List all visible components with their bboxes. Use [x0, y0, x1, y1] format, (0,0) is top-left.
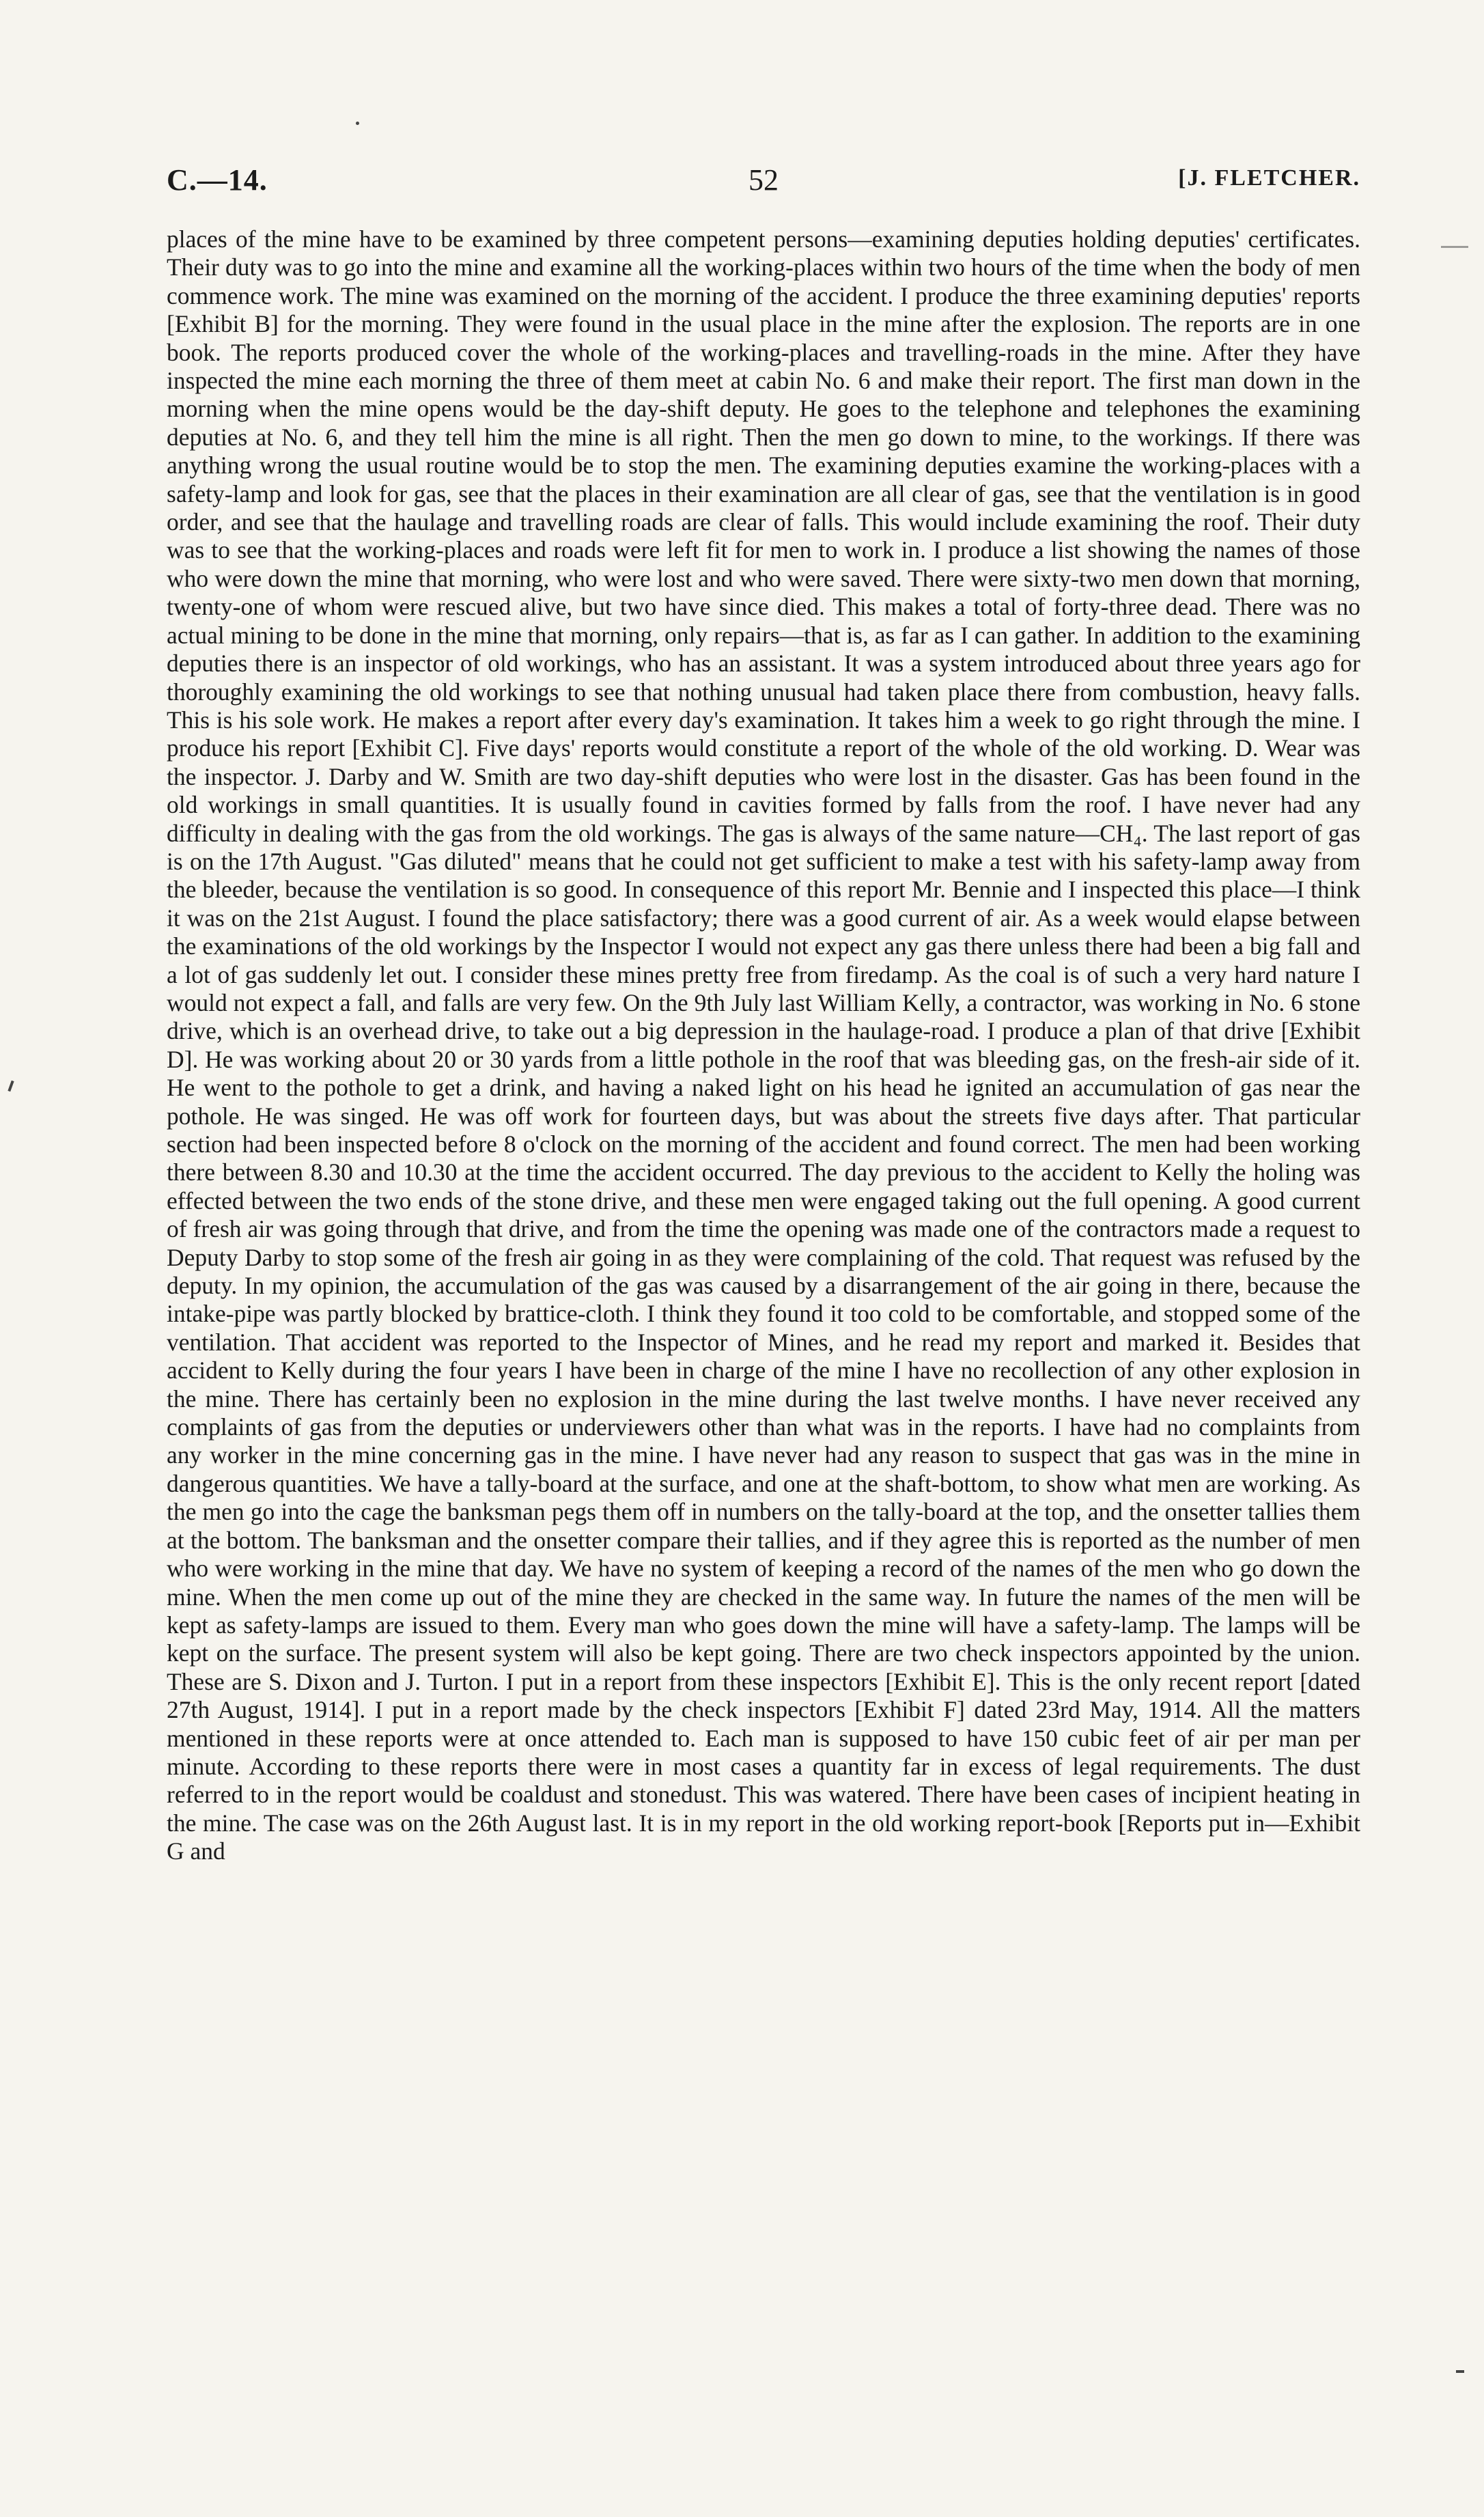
body-paragraph: places of the mine have to be examined by three competent persons—examining deputies holding deputies' certificates. Their duty was to go into the mine and examine all the working-places within two hours of the time when the body of men commence work. The mine was examined on the morning of the accident. I produce the three examining deputies' reports [Exhibit B] for the morning. They were found in the usual place in the mine after the explosion. The reports are in one book. The reports produced cover the whole of the working-places and travelling-roads in the mine. After they have inspected the mine each morning the three of them meet at cabin No. 6 and make their report. The first man down in the morning when the mine opens would be the day-shift deputy. He goes to the telephone and telephones the examining deputies at No. 6, and they tell him the mine is all right. Then the men go down to mine, to the workings. If there was anything wrong the usual routine would be to stop the men. The examining deputies examine the working-places with a safety-lamp and look for gas, see that the places in their examination are all clear of gas, see that the ventilation is in good order, and see that the haulage and travelling roads are clear of falls. This would include examining the roof. Their duty was to see that the working-places and roads were left fit for men to work in. I produce a list showing the names of those who were down the mine that morning, who were lost and who were saved. There were sixty-two men down that morning, twenty-one of whom were rescued alive, but two have since died. This makes a total of forty-three dead. There was no actual mining to be done in the mine that morning, only repairs—that is, as far as I can gather. In addition to the examining deputies there is an inspector of old workings, who has an assistant. It was a system introduced about three years ago for thoroughly examining the old workings to see that nothing unusual had taken place there from combustion, heavy falls. This is his sole work. He makes a report after every day's examination. It takes him a week to go right through the mine. I produce his report [Exhibit C]. Five days' reports would constitute a report of the whole of the old working. D. Wear was the inspector. J. Darby and W. Smith are two day-shift deputies who were lost in the disaster. Gas has been found in the old workings in small quantities. It is usually found in cavities formed by falls from the roof. I have never had any difficulty in dealing with the gas from the old workings. The gas is always of the same nature—CH₄. The last report of gas is on the 17th August. "Gas diluted" means that he could not get sufficient to make a test with his safety-lamp away from the bleeder, because the ventilation is so good. In consequence of this report Mr. Bennie and I inspected this place—I think it was on the 21st August. I found the place satisfactory; there was a good current of air. As a week would elapse between the examinations of the old workings by the Inspector I would not expect any gas there unless there had been a big fall and a lot of gas suddenly let out. I consider these mines pretty free from firedamp. As the coal is of such a very hard nature I would not expect a fall, and falls are very few. On the 9th July last William Kelly, a contractor, was working in No. 6 stone drive, which is an overhead drive, to take out a big depression in the haulage-road. I produce a plan of that drive [Exhibit D]. He was working about 20 or 30 yards from a little pothole in the roof that was bleeding gas, on the fresh-air side of it. He went to the pothole to get a drink, and having a naked light on his head he ignited an accumulation of gas near the pothole. He was singed. He was off work for fourteen days, but was about the streets five days after. That particular section had been inspected before 8 o'clock on the morning of the accident and found correct. The men had been working there between 8.30 and 10.30 at the time the accident occurred. The day previous to the accident to Kelly the holing was effected between the two ends of the stone drive, and these men were engaged taking out the full opening. A good current of fresh air was going through that drive, and from the time the opening was made one of the contractors made a request to Deputy Darby to stop some of the fresh air going in as they were complaining of the cold. That request was refused by the deputy. In my opinion, the accumulation of the gas was caused by a disarrangement of the air going in there, because the intake-pipe was partly blocked by brattice-cloth. I think they found it too cold to be comfortable, and stopped some of the ventilation. That accident was reported to the Inspector of Mines, and he read my report and marked it. Besides that accident to Kelly during the four years I have been in charge of the mine I have no recollection of any other explosion in the mine. There has certainly been no explosion in the mine during the last twelve months. I have never received any complaints of gas from the deputies or underviewers other than what was in the reports. I have had no complaints from any worker in the mine concerning gas in the mine. I have never had any reason to suspect that gas was in the mine in dangerous quantities. We have a tally-board at the surface, and one at the shaft-bottom, to show what men are working. As the men go into the cage the banksman pegs them off in numbers on the tally-board at the top, and the onsetter tallies them at the bottom. The banksman and the onsetter compare their tallies, and if they agree this is reported as the number of men who were working in the mine that day. We have no system of keeping a record of the names of the men who go down the mine. When the men come up out of the mine they are checked in the same way. In future the names of the men will be kept as safety-lamps are issued to them. Every man who goes down the mine will have a safety-lamp. The lamps will be kept on the surface. The present system will also be kept going. There are two check inspectors appointed by the union. These are S. Dixon and J. Turton. I put in a report from these inspectors [Exhibit E]. This is the only recent report [dated 27th August, 1914]. I put in a report made by the check inspectors [Exhibit F] dated 23rd May, 1914. All the matters mentioned in these reports were at once attended to. Each man is supposed to have 150 cubic feet of air per man per minute. According to these reports there were in most cases a quantity far in excess of legal requirements. The dust referred to in the report would be coaldust and stonedust. This was watered. There have been cases of incipient heating in the mine. The case was on the 26th August last. It is in my report in the old working report-book [Reports put in—Exhibit G and	[167, 225, 1360, 1865]
margin-mark-tick	[8, 1081, 14, 1091]
margin-mark-arrow	[1456, 2370, 1464, 2373]
page-number: 52	[748, 163, 779, 197]
body-text	[167, 225, 1360, 1866]
witness-name: [J. FLETCHER.	[1178, 165, 1360, 191]
series-number: C.—14.	[167, 163, 268, 197]
margin-mark-dot	[356, 122, 359, 125]
margin-mark-dash	[1441, 246, 1468, 248]
page-header	[167, 163, 1360, 210]
